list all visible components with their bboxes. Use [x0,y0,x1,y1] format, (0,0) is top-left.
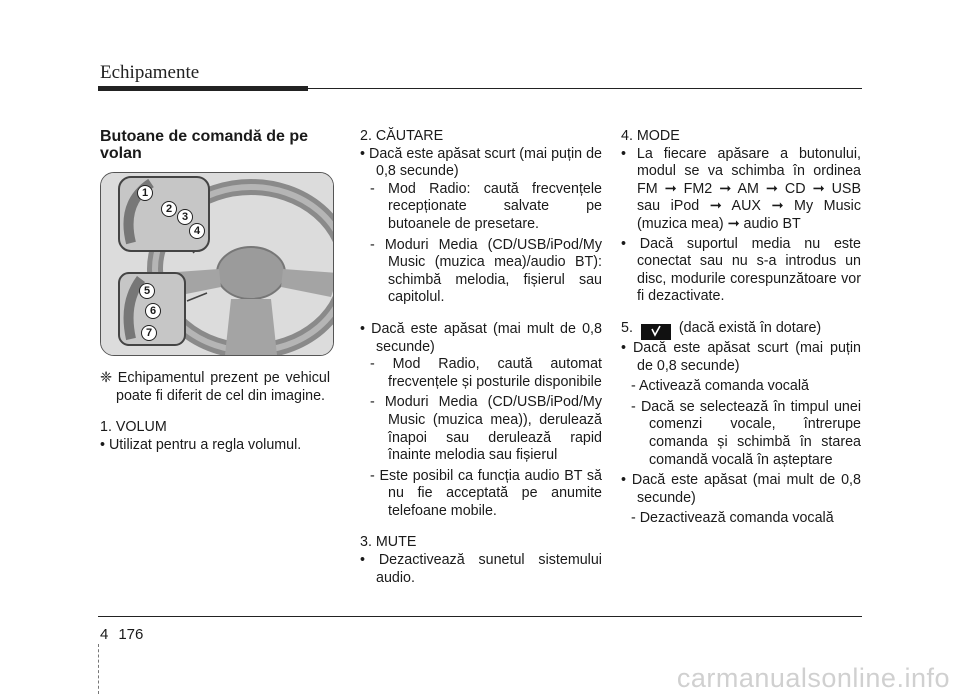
callout-3: 3 [177,209,193,225]
footer-dashed-line [98,644,99,694]
item-5-number: 5. [621,319,633,336]
item-2-bullet-2: • Dacă este apăsat (mai mult de 0,8 secunde) [360,320,602,355]
voice-icon [641,324,671,340]
section-number: 4 [100,626,109,643]
item-5-title [621,320,861,340]
item-5-bullet-1: • Dacă este apăsat scurt (mai puțin de 0,8 secunde) [621,339,861,374]
item-4-title: 4. MODE [621,128,680,144]
item-3-bullet: • Dezactivează sunetul sistemului audio. [360,552,602,586]
callout-1: 1 [137,185,153,201]
callout-6: 6 [145,303,161,319]
item-3-title: 3. MUTE [360,534,417,551]
item-2-dash-3: - Mod Radio, caută automat frecvențele și posturile disponibile [370,356,602,390]
item-2-dash-1: - Mod Radio: caută frecvențele recepționate salvate pe butoanele de presetare. [370,180,602,232]
callout-4: 4 [189,223,205,239]
note-text: ❈ Echipamentul prezent pe vehicul poate fi diferit de cel din imagine. [100,370,330,404]
column-3 [621,128,861,528]
steering-wheel-illustration [101,173,333,355]
watermark: carmanualsonline.info [676,663,950,693]
item-2-dash-5: - Este posibil ca funcția audio BT să nu fie acceptată pe anumite telefoane mobile. [370,467,602,519]
page-number [100,626,153,643]
column-2 [360,128,602,587]
item-2-dash-4: - Moduri Media (CD/USB/iPod/My Music (muzica mea)), derulează înapoi sau derulează rapid înainte melodia sau fișierul [370,394,602,464]
item-4-bullet-1: • La fiecare apăsare a butonului, modul se va schimba în ordinea FM ➞ FM2 ➞ AM ➞ CD ➞ USB sau iPod ➞ AUX ➞ My Music (muzica mea) ➞ audio BT [621,145,861,232]
item-2-bullet-1: • Dacă este apăsat scurt (mai puțin de 0,8 secunde) [360,145,602,180]
item-2-title: 2. CĂUTARE [360,128,444,144]
item-1-title: 1. VOLUM [100,419,167,436]
item-5-suffix: (dacă există în dotare) [678,319,822,336]
item-5-dash-2: - Dacă se selectează în timpul unei comenzi vocale, întrerupe comanda și schimbă în starea comandă vocală în așteptare [631,398,861,468]
item-5-dash-3: - Dezactivează comanda vocală [631,510,834,527]
page-number-value: 176 [118,626,144,643]
header-title: Echipamente [100,62,200,83]
item-5-dash-1: - Activează comanda vocală [631,378,810,395]
steering-wheel-figure [100,172,334,356]
callout-5: 5 [139,283,155,299]
header-rule-thin [308,88,862,89]
footer-rule [98,616,862,617]
item-1-bullet: • Utilizat pentru a regla volumul. [100,436,302,453]
callout-2: 2 [161,201,177,217]
header-rule-thick [98,86,308,91]
column-1 [100,128,330,454]
item-2-dash-2: - Moduri Media (CD/USB/iPod/My Music (muzica mea)/audio BT): schimbă melodia, fișierul sau capitolul. [370,236,602,306]
section-heading: Butoane de comandă de pe volan [100,128,309,162]
item-4-bullet-2: • Dacă suportul media nu este conectat sau nu s-a introdus un disc, modurile corespunzătoare vor fi dezactivate. [621,235,861,305]
item-5-bullet-2: • Dacă este apăsat (mai mult de 0,8 secunde) [621,472,861,506]
callout-7: 7 [141,325,157,341]
